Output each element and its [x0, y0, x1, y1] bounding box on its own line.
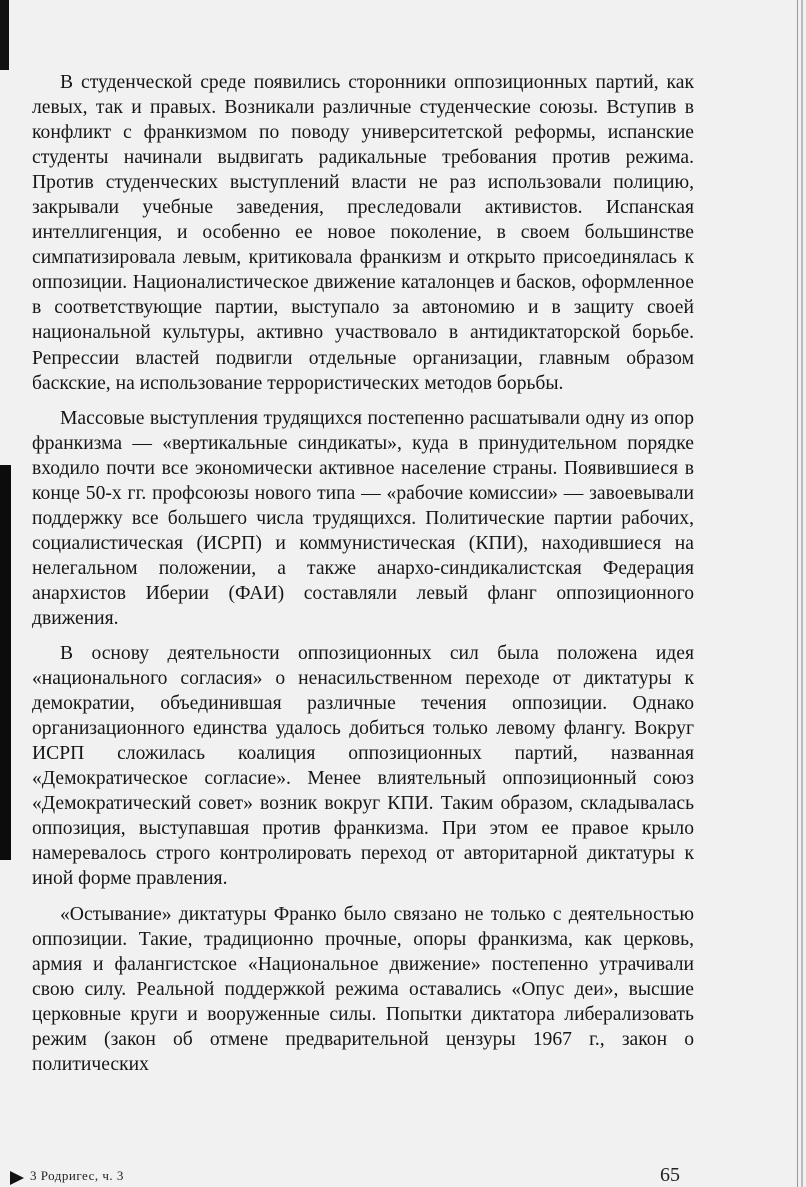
scan-edge-shadow-left — [0, 465, 11, 860]
paragraph-opposition: В основу деятельности оппозиционных сил была положена идея «национального согласия» о ненасильственном переходе от диктатуры к демократии, объединившая различные течения оппозиции. Однако организационного единства удалось добиться только левому флангу. Вокруг ИСРП сложилась коалиция оппозиционных партий, названная «Демократическое согласие». Менее влиятельный оппозиционный союз «Демократический совет» возник вокруг КПИ. Таким образом, складывалась оппозиция, выступавшая против франкизма. При этом ее правое крыло намеревалось строго контролировать переход от авторитарной диктатуры к иной форме правления. — [32, 643, 694, 890]
scan-edge-line-right — [797, 0, 798, 1187]
paragraph-workers: Массовые выступления трудящихся постепенно расшатывали одну из опор франкизма — «вертикальные синдикаты», куда в принудительном порядке входило почти все экономически активное население страны. Появившиеся в конце 50-х гг. профсоюзы нового типа — «рабочие комиссии» — завоевывали поддержку все большего числа трудящихся. Политические партии рабочих, социалистическая (ИСРП) и коммунистическая (КПИ), находившиеся на нелегальном положении, а также анархо-синдикалистская Федерация анархистов Иберии (ФАИ) составляли левый фланг оппозиционного движения. — [32, 407, 694, 629]
body-text — [32, 70, 694, 1087]
paragraph-dictatorship: «Остывание» диктатуры Франко было связано не только с деятельностью оппозиции. Такие, традиционно прочные, опоры франкизма, как церковь, армия и фалангистское «Национальное движение» постепенно утрачивали свою силу. Реальной поддержкой режима оставались «Опус деи», высшие церковные круги и вооруженные силы. Попытки диктатора либерализовать режим (закон об отмене предварительной цензуры 1967 г., закон о политических — [32, 903, 694, 1075]
signature-mark-icon — [10, 1171, 24, 1185]
scan-edge-shadow-top — [0, 0, 9, 70]
page-footer — [0, 1164, 806, 1187]
paragraph-students: В студенческой среде появились сторонники оппозиционных партий, как левых, так и правых. Возникали различные студенческие союзы. Вступив в конфликт с франкизмом по поводу университетской реформы, испанские студенты начинали выдвигать радикальные требования против режима. Против студенческих выступлений власти не раз использовали полицию, закрывали учебные заведения, преследовали активистов. Испанская интеллигенция, и особенно ее новое поколение, в своем большинстве симпатизировала левым, критиковала франкизм и открыто присоединялась к оппозиции. Националистическое движение каталонцев и басков, оформленное в соответствующие партии, выступало за автономию и в защиту своей национальной культуры, активно участвовало в антидиктаторской борьбе. Репрессии властей подвигли отдельные организации, главным образом баскские, на использование террористических методов борьбы. — [32, 72, 694, 394]
page-number: 65 — [660, 1164, 680, 1186]
signature-note: 3 Родригес, ч. 3 — [30, 1168, 124, 1183]
scan-edge-line-right-outer — [801, 0, 803, 1187]
